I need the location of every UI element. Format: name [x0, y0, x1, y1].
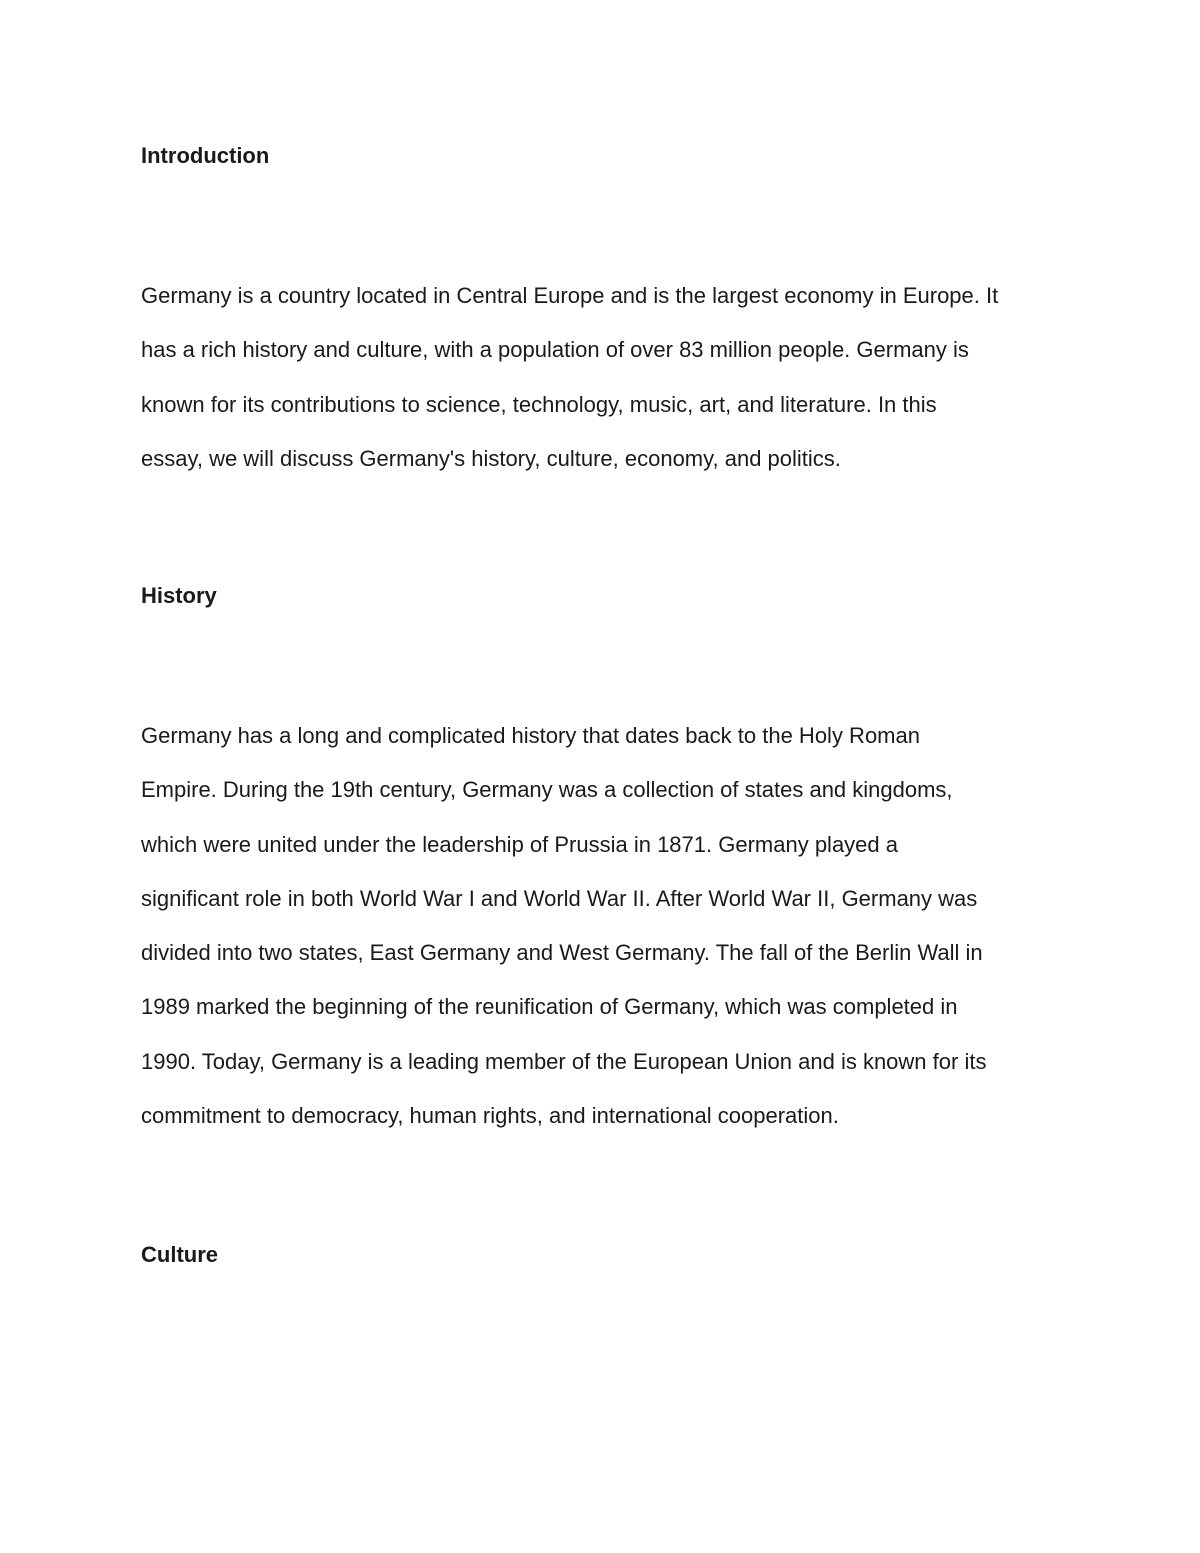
- paragraph-line: 1990. Today, Germany is a leading member of the European Union and is known for its: [141, 1048, 987, 1074]
- paragraph-line: divided into two states, East Germany and West Germany. The fall of the Berlin Wall in: [141, 940, 983, 966]
- paragraph-line: known for its contributions to science, technology, music, art, and literature. In this: [141, 391, 937, 417]
- paragraph-line: essay, we will discuss Germany's history, culture, economy, and politics.: [141, 445, 841, 471]
- section-heading-introduction: Introduction: [141, 143, 270, 168]
- section-heading-history: History: [141, 583, 217, 608]
- paragraph-line: commitment to democracy, human rights, and international cooperation.: [141, 1103, 839, 1129]
- paragraph-line: has a rich history and culture, with a population of over 83 million people. Germany is: [141, 337, 969, 363]
- paragraph-history: [141, 721, 1071, 1155]
- paragraph-line: Germany has a long and complicated history that dates back to the Holy Roman: [141, 723, 920, 748]
- paragraph-line: Empire. During the 19th century, Germany was a collection of states and kingdoms,: [141, 777, 953, 803]
- paragraph-line: significant role in both World War I and World War II. After World War II, Germany was: [141, 885, 978, 911]
- section-heading-culture: Culture: [141, 1242, 218, 1267]
- paragraph-line: 1989 marked the beginning of the reunification of Germany, which was completed in: [141, 994, 958, 1020]
- paragraph-line: Germany is a country located in Central Europe and is the largest economy in Europe. It: [141, 283, 999, 308]
- paragraph-introduction: [141, 281, 1071, 498]
- paragraph-line: which were united under the leadership of Prussia in 1871. Germany played a: [141, 831, 899, 857]
